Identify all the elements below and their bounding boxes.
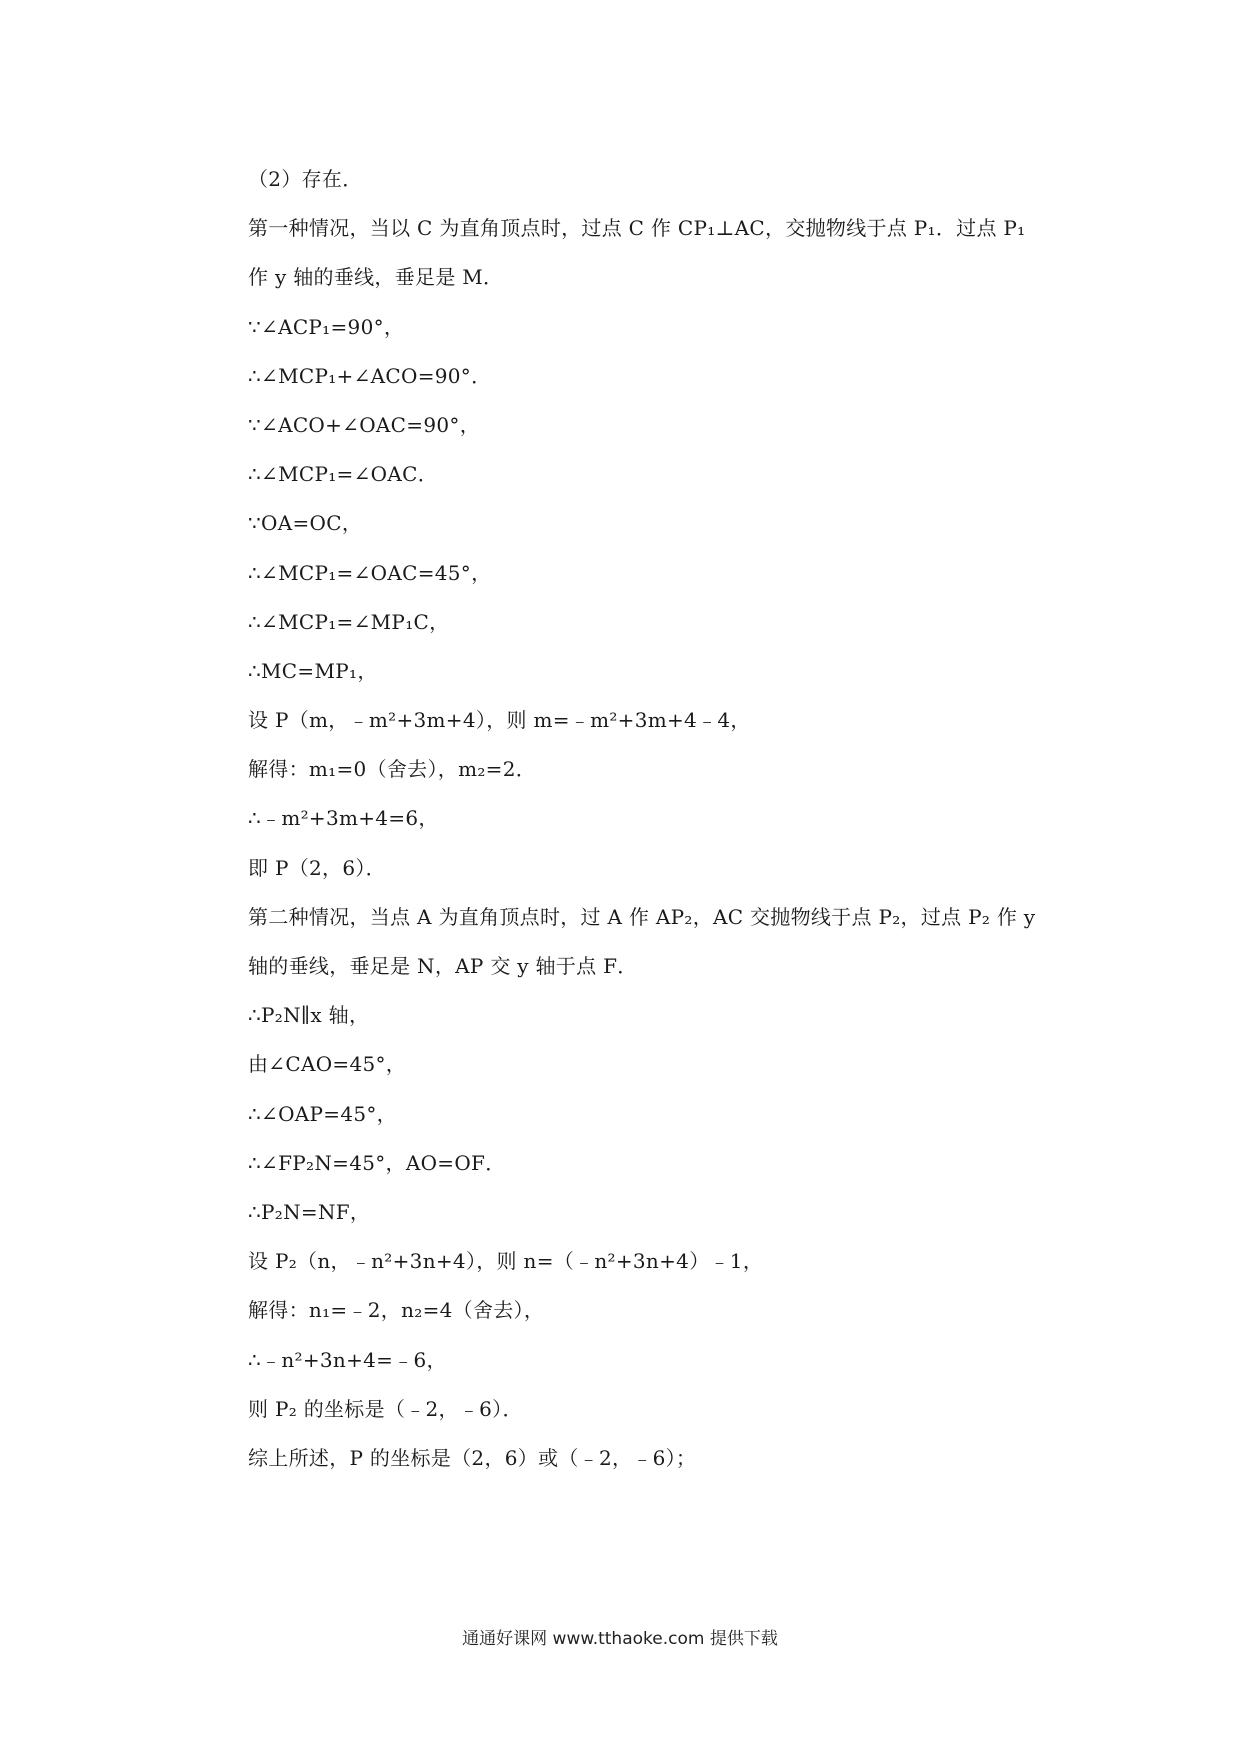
- solution-line: 解得：m₁=0（舍去），m₂=2．: [248, 757, 537, 782]
- solution-line: 作 y 轴的垂线，垂足是 M．: [248, 265, 504, 290]
- solution-line: ∵OA=OC，: [248, 511, 363, 536]
- solution-line: ∵∠ACP₁=90°，: [248, 314, 405, 339]
- solution-line: 设 P（m，﹣m²+3m+4），则 m=﹣m²+3m+4﹣4，: [248, 708, 751, 733]
- solution-line: 解得：n₁=﹣2，n₂=4（舍去），: [248, 1298, 545, 1323]
- solution-line: ∴∠FP₂N=45°，AO=OF．: [248, 1150, 506, 1175]
- solution-line: 综上所述，P 的坐标是（2，6）或（﹣2，﹣6）；: [248, 1445, 697, 1470]
- solution-line: ∴﹣n²+3n+4=﹣6，: [248, 1347, 447, 1372]
- solution-line: ∴﹣m²+3m+4=6，: [248, 806, 439, 831]
- solution-line: ∴P₂N=NF，: [248, 1199, 371, 1224]
- solution-line: ∴MC=MP₁，: [248, 658, 378, 683]
- solution-line: 第二种情况，当点 A 为直角顶点时，过 A 作 AP₂，AC 交抛物线于点 P₂，过点 P₂ 作 y: [248, 904, 1036, 929]
- solution-line: 则 P₂ 的坐标是（﹣2，﹣6）．: [248, 1396, 523, 1421]
- page-footer: 通通好课网 www.tthaoke.com 提供下载: [462, 1629, 778, 1649]
- solution-line: ∴∠MCP₁=∠OAC．: [248, 462, 438, 487]
- solution-line: 第一种情况，当以 C 为直角顶点时，过点 C 作 CP₁⊥AC，交抛物线于点 P₁．过点 P₁: [248, 216, 1026, 241]
- solution-line: ∴∠OAP=45°，: [248, 1101, 397, 1126]
- solution-line: ∴P₂N∥x 轴，: [248, 1003, 370, 1028]
- solution-text: [248, 155, 1058, 1483]
- solution-line: （2）存在．: [248, 167, 363, 191]
- solution-line: 即 P（2，6）．: [248, 855, 386, 880]
- solution-line: ∵∠ACO+∠OAC=90°，: [248, 412, 480, 437]
- solution-line: 设 P₂（n，﹣n²+3n+4），则 n=（﹣n²+3n+4）﹣1，: [248, 1249, 764, 1274]
- solution-line: ∴∠MCP₁+∠ACO=90°．: [248, 363, 492, 388]
- solution-line: 轴的垂线，垂足是 N，AP 交 y 轴于点 F．: [248, 954, 638, 978]
- solution-line: ∴∠MCP₁=∠MP₁C，: [248, 609, 450, 634]
- solution-line: ∴∠MCP₁=∠OAC=45°，: [248, 560, 492, 585]
- solution-line: 由∠CAO=45°，: [248, 1052, 407, 1077]
